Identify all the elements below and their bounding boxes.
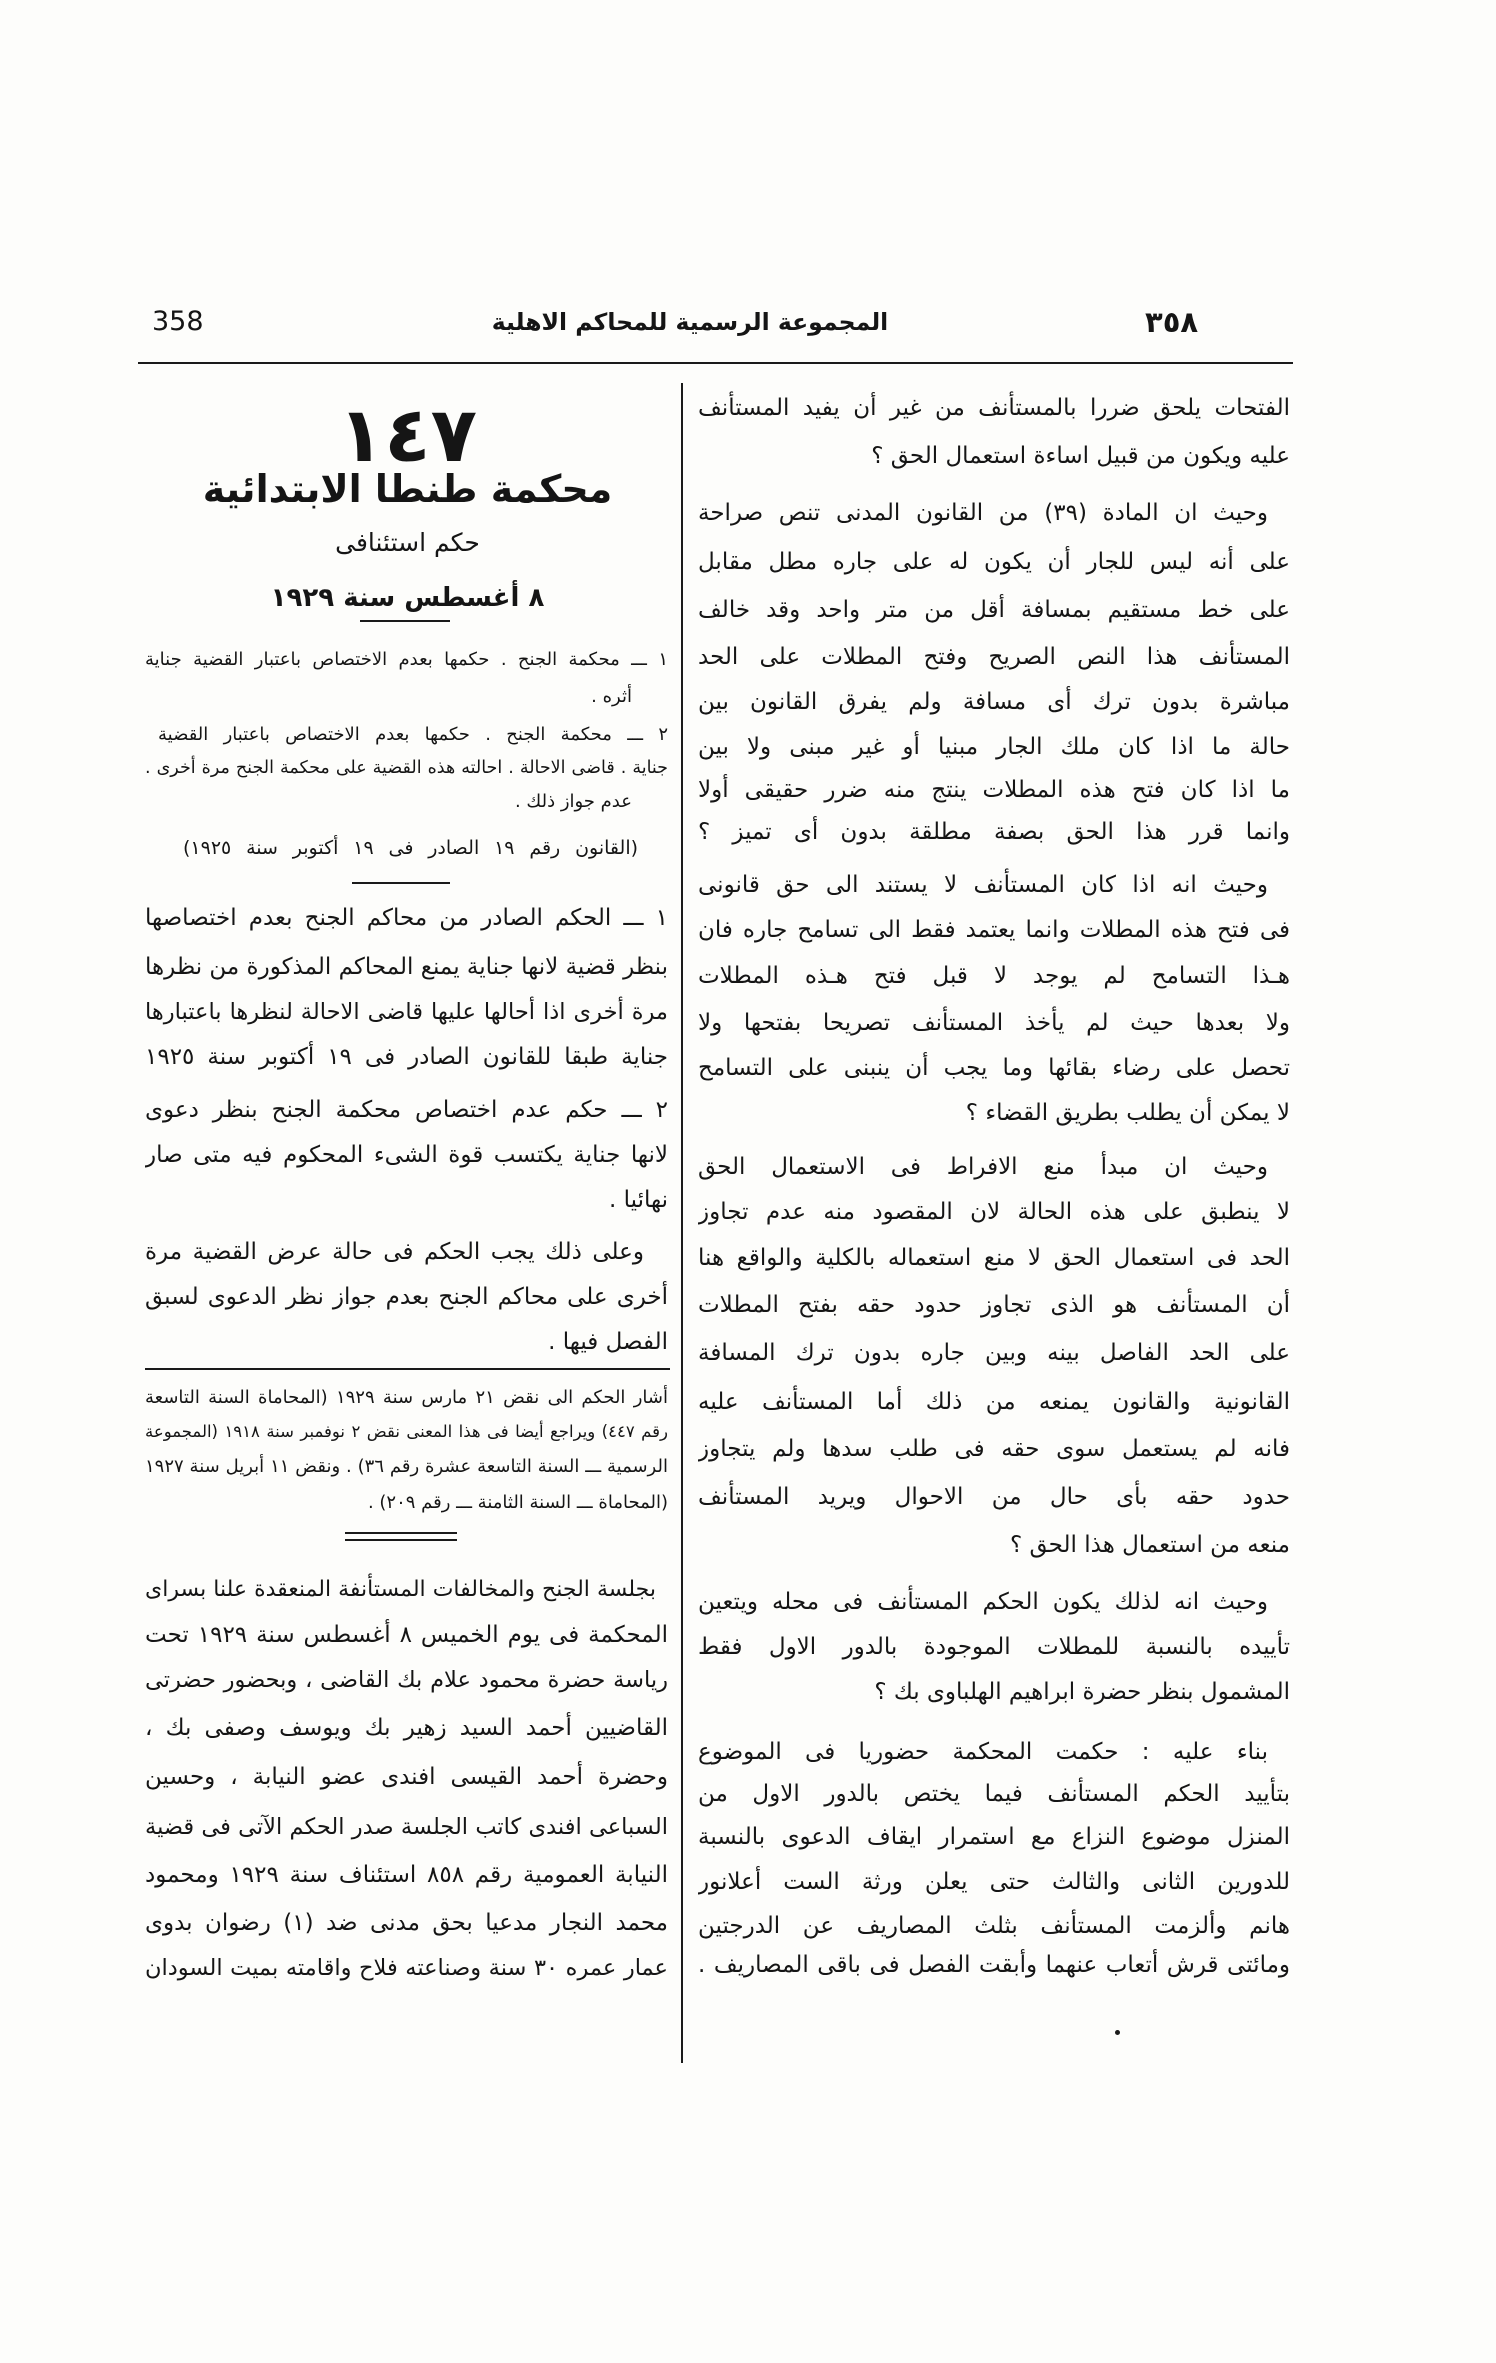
footnote-line: رقم ٤٤٧) ويراجع أيضا فى هذا المعنى نقض ٢ نوفمبر سنة ١٩١٨ (المجموعة (145, 1422, 668, 1441)
proceedings-line: محمد النجار مدعيا بحق مدنى ضد (١) رضوان بدوى (145, 1910, 668, 1936)
right-column-line: منعه من استعمال هذا الحق ؟ (1009, 1532, 1290, 1558)
right-column-line: عليه ويكون من قبيل اساءة استعمال الحق ؟ (871, 443, 1290, 469)
right-column-line: أن المستأنف هو الذى تجاوز حدود حقه بفتح المطلات (698, 1292, 1290, 1318)
summary-line: ٢ ـــ محكمة الجنح . حكمها بعدم الاختصاص باعتبار القضية (158, 724, 668, 745)
principle-line: وعلى ذلك يجب الحكم فى حالة عرض القضية مرة (145, 1239, 644, 1265)
case-number: ١٤٧ (337, 390, 478, 479)
summary-line: عدم جواز ذلك . (514, 791, 632, 812)
summary-line: جناية . قاضى الاحالة . احالته هذه القضية على محكمة الجنح مرة أخرى . (145, 758, 668, 778)
summary-line: أثره . (591, 686, 632, 707)
principle-line: الفصل فيها . (548, 1329, 668, 1355)
right-column-line: على أنه ليس للجار أن يكون له على جاره مطل مقابل (698, 549, 1290, 575)
principle-line: بنظر قضية لانها جناية يمنع المحاكم المذكورة من نظرها (145, 954, 668, 980)
footnote-line: أشار الحكم الى نقض ٢١ مارس سنة ١٩٢٩ (المحاماة السنة التاسعة (145, 1387, 668, 1408)
right-column-line: للدورين الثانى والثالث حتى يعلن ورثة الست أعلانور (698, 1869, 1290, 1895)
principle-line: ٢ ـــ حكم عدم اختصاص محكمة الجنح بنظر دعوى (145, 1097, 668, 1123)
principle-line: نهائيا . (609, 1187, 668, 1213)
proceedings-line: القاضيين أحمد السيد زهير بك ويوسف وصفى بك ، (145, 1715, 668, 1741)
law-reference-rule (352, 882, 450, 884)
right-column-line: على خط مستقيم بمسافة أقل من متر واحد وقد خالف (698, 597, 1290, 623)
page-number-latin: 358 (152, 306, 204, 337)
footnote-rule (145, 1368, 670, 1370)
double-rule-bottom (345, 1539, 457, 1541)
running-title: المجموعة الرسمية للمحاكم الاهلية (491, 308, 889, 336)
footnote-line: الرسمية ـــ السنة التاسعة عشرة رقم ٣٦) . ونقض ١١ أبريل سنة ١٩٢٧ (145, 1456, 668, 1477)
principle-line: أخرى على محاكم الجنح بعدم جواز نظر الدعوى لسبق (145, 1284, 668, 1310)
date-rule (360, 620, 450, 622)
right-column-line: ما اذا كان فتح هذه المطلات ينتج منه ضرر حقيقى أولا (698, 777, 1290, 803)
principle-line: ١ ـــ الحكم الصادر من محاكم الجنح بعدم اختصاصها (145, 905, 668, 931)
right-column-line: مباشرة بدون ترك أى مسافة ولم يفرق القانون بين (698, 689, 1290, 715)
right-column-line: ومائتى قرش أتعاب عنهما وأبقت الفصل فى باقى المصاريف . (698, 1952, 1290, 1978)
right-column-line: القانونية والقانون يمنعه من ذلك أما المستأنف عليه (698, 1389, 1290, 1415)
principle-line: لانها جناية يكتسب قوة الشىء المحكوم فيه متى صار (145, 1142, 668, 1168)
right-column-line: فى فتح هذه المطلات وانما يعتمد فقط الى تسامح جاره فان (698, 917, 1290, 943)
right-column-line: وحيث انه اذا كان المستأنف لا يستند الى حق قانونى (698, 872, 1268, 898)
right-column-line: وانما قرر هذا الحق بصفة مطلقة بدون أى تميز ؟ (698, 819, 1290, 845)
right-column-line: لا يمكن أن يطلب بطريق القضاء ؟ (965, 1100, 1290, 1126)
court-name: محكمة طنطا الابتدائية (202, 467, 613, 511)
proceedings-line: السباعى افندى كاتب الجلسة صدر الحكم الآتى فى قضية (145, 1814, 668, 1840)
column-divider (681, 383, 683, 2063)
summary-line: ١ ـــ محكمة الجنح . حكمها بعدم الاختصاص باعتبار القضية جناية (145, 649, 668, 670)
right-column-line: المستأنف هذا النص الصريح وفتح المطلات على الحد (698, 644, 1290, 670)
right-column-line: المنزل موضوع النزاع مع استمرار ايقاف الدعوى بالنسبة (698, 1824, 1290, 1850)
end-mark-dot (1115, 2030, 1120, 2035)
right-column-line: بناء عليه : حكمت المحكمة حضوريا فى الموضوع (698, 1739, 1268, 1765)
right-column-line: وحيث ان المادة (٣٩) من القانون المدنى تنص صراحة (698, 500, 1268, 526)
right-column-line: ولا بعدها حيث لم يأخذ المستأنف تصريحا بفتحها ولا (698, 1010, 1290, 1036)
law-reference: (القانون رقم ١٩ الصادر فى ١٩ أكتوبر سنة ١٩٢٥) (183, 837, 638, 859)
footnote-line: (المحاماة ـــ السنة الثامنة ـــ رقم ٢٠٩) . (367, 1492, 668, 1513)
double-rule-top (345, 1532, 457, 1534)
right-column-line: تأييده بالنسبة للمطلات الموجودة بالدور الاول فقط (698, 1634, 1290, 1660)
right-column-line: لا ينطبق على هذه الحالة لان المقصود منه عدم تجاوز (698, 1199, 1290, 1225)
proceedings-line: رياسة حضرة محمود علام بك القاضى ، وبحضور حضرتى (145, 1667, 668, 1693)
proceedings-line: وحضرة أحمد القيسى افندى عضو النيابة ، وحسين (145, 1764, 668, 1790)
header-rule (138, 362, 1293, 364)
proceedings-line: النيابة العمومية رقم ٨٥٨ استئناف سنة ١٩٢٩ ومحمود (145, 1862, 668, 1888)
principle-line: مرة أخرى اذا أحالها عليها قاضى الاحالة لنظرها باعتبارها (145, 999, 668, 1025)
right-column-line: المشمول بنظر حضرة ابراهيم الهلباوى بك ؟ (874, 1679, 1290, 1705)
principle-line: جناية طبقا للقانون الصادر فى ١٩ أكتوبر سنة ١٩٢٥ (145, 1044, 668, 1070)
proceedings-line: المحكمة فى يوم الخميس ٨ أغسطس سنة ١٩٢٩ تحت (145, 1622, 668, 1648)
proceedings-line: عمار عمره ٣٠ سنة وصناعته فلاح واقامته بميت السودان (145, 1955, 668, 1981)
judgment-date: ٨ أغسطس سنة ١٩٢٩ (270, 583, 545, 613)
judgment-type: حكم استئنافى (335, 528, 480, 557)
right-column-line: حالة ما اذا كان ملك الجار مبنيا أو غير مبنى ولا بين (698, 734, 1290, 760)
right-column-line: الفتحات يلحق ضررا بالمستأنف من غير أن يفيد المستأنف (698, 395, 1290, 421)
right-column-line: حدود حقه بأى حال من الاحوال ويريد المستأنف (698, 1484, 1290, 1510)
page-number-arabic: ٣٥٨ (1145, 305, 1199, 339)
right-column-line: وحيث انه لذلك يكون الحكم المستأنف فى محله ويتعين (698, 1589, 1268, 1615)
proceedings-line: بجلسة الجنح والمخالفات المستأنفة المنعقدة علنا بسراى (145, 1577, 656, 1602)
right-column-line: تحصل على رضاء بقائها وما يجب أن ينبنى على التسامح (698, 1055, 1290, 1081)
right-column-line: بتأييد الحكم المستأنف فيما يختص بالدور الاول من (698, 1781, 1290, 1807)
right-column-line: وحيث ان مبدأ منع الافراط فى الاستعمال الحق (698, 1154, 1268, 1180)
right-column-line: هـذا التسامح لم يوجد لا قبل فتح هـذه المطلات (698, 963, 1290, 989)
right-column-line: هانم وألزمت المستأنف بثلث المصاريف عن الدرجتين (698, 1913, 1290, 1939)
right-column-line: فانه لم يستعمل سوى حقه فى طلب سدها ولم يتجاوز (698, 1436, 1290, 1462)
right-column-line: الحد فى استعمال الحق لا منع استعماله بالكلية والواقع هنا (698, 1245, 1290, 1271)
right-column-line: على الحد الفاصل بينه وبين جاره بدون ترك المسافة (698, 1340, 1290, 1366)
